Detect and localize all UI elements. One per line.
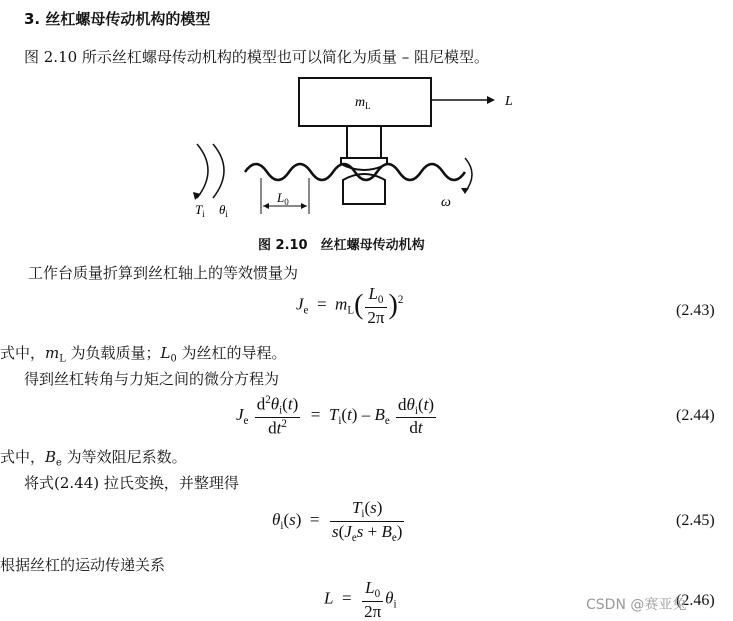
equation-number-2-46: (2.46) <box>676 592 715 609</box>
equation-2-43: $J_e = m_L$( $\frac{L_0}{2\pi}$ )$^2$ <box>296 284 404 327</box>
paragraph-equivalent-inertia: 工作台质量折算到丝杠轴上的等效惯量为 <box>28 264 299 282</box>
csdn-watermark: CSDN @赛亚兔 <box>586 597 687 613</box>
equation-2-45: $\theta_i(s)$ = $\frac{T_i(s)}{s(J_es + B_e)}$ <box>272 498 403 544</box>
equation-2-44: $J_e$ $\frac{d^2\theta_i(t)}{dt^2}$ = $T_i(t) - B_e$ $\frac{d\theta_i(t)}{dt}$ <box>236 394 435 438</box>
lead-screw-figure <box>175 72 513 232</box>
figure-caption: 图 2.10 丝杠螺母传动机构 <box>258 238 425 253</box>
torque-arc-left <box>197 144 208 198</box>
paragraph-laplace: 将式(2.44) 拉氏变换，并整理得 <box>24 474 239 492</box>
equation-number-2-43: (2.43) <box>676 302 715 319</box>
torque-label: $T_i$ <box>195 202 205 219</box>
paragraph-where-mass: 式中，$m_L$ 为负载质量；$L_0$ 为丝杠的导程。 <box>0 344 287 365</box>
lead-label: $L_0$ <box>277 190 289 207</box>
rotation-arc-right <box>465 158 472 192</box>
section-heading: 3. 丝杠螺母传动机构的模型 <box>24 10 211 28</box>
output-label: L <box>505 94 513 109</box>
omega-label: ω <box>441 195 451 210</box>
intro-paragraph: 图 2.10 所示丝杠螺母传动机构的模型也可以简化为质量 – 阻尼模型。 <box>24 48 489 66</box>
nut-stem <box>347 126 381 158</box>
equation-2-46: L = $\frac{L_0}{2\pi}$ $\theta_i$ <box>324 578 397 621</box>
angle-label: $\theta_i$ <box>219 202 228 219</box>
paragraph-motion-transfer: 根据丝杠的运动传递关系 <box>0 556 166 574</box>
paragraph-damping: 式中，$B_e$ 为等效阻尼系数。 <box>0 448 187 469</box>
paragraph-differential-equation: 得到丝杠转角与力矩之间的微分方程为 <box>24 370 280 388</box>
equation-number-2-44: (2.44) <box>676 407 715 424</box>
mass-label: $m_L$ <box>355 95 371 111</box>
equation-number-2-45: (2.45) <box>676 512 715 529</box>
